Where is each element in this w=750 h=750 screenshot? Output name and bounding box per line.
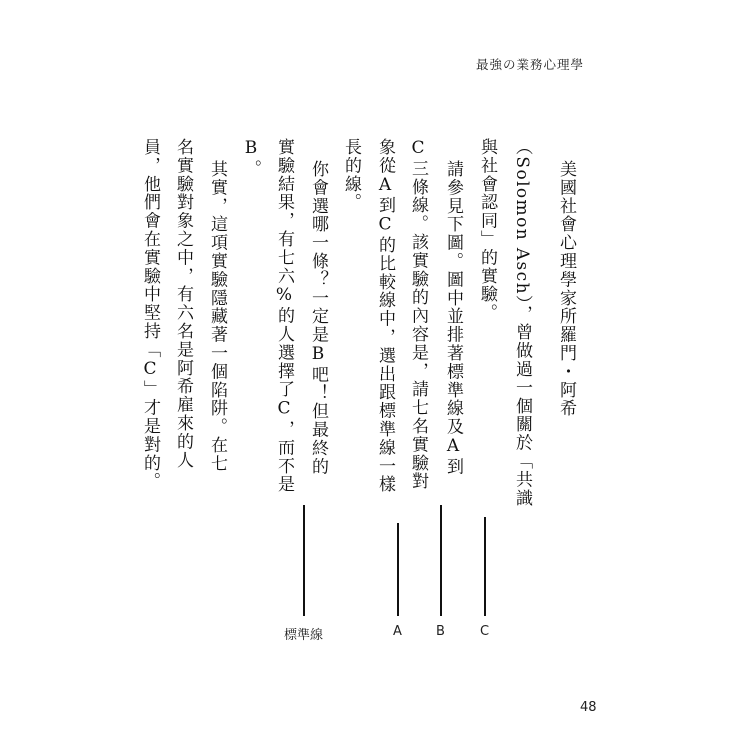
text-column: 象從A到C的比較線中，選出跟標準線一樣 — [375, 138, 395, 494]
text-column: 與社會認同」的實驗。 — [477, 138, 497, 322]
standard-line — [303, 505, 305, 616]
text-column: 你會選哪一條？一定是B吧！但最終的 — [308, 160, 328, 476]
text-column: 其實，這項實驗隱藏著一個陷阱。在七 — [207, 160, 227, 473]
line-c — [484, 517, 486, 616]
page-number: 48 — [580, 700, 597, 715]
running-header: 最強の業務心理學 — [475, 57, 584, 72]
text-column: 長的線。 — [341, 138, 361, 212]
text-column: 實驗結果，有七六%的人選擇了C，而不是 — [274, 138, 294, 494]
text-column: C三條線。該實驗的內容是，請七名實驗對 — [408, 138, 428, 491]
text-column: B。 — [241, 138, 261, 178]
standard-line-label: 標準線 — [284, 628, 324, 643]
text-column: 名實驗對象之中，有六名是阿希雇來的人 — [173, 138, 193, 470]
text-column: （Solomon Asch），曾做過一個關於「共識 — [512, 138, 532, 508]
text-column: 美國社會心理學家所羅門・阿希 — [556, 160, 576, 418]
line-a-label: A — [393, 624, 402, 639]
line-b-label: B — [436, 624, 445, 639]
text-column: 員，他們會在實驗中堅持「C」才是對的。 — [140, 138, 160, 491]
line-c-label: C — [480, 624, 490, 639]
line-a — [397, 523, 399, 616]
text-column: 請參見下圖。圖中並排著標準線及A到 — [443, 160, 463, 476]
line-b — [440, 505, 442, 616]
